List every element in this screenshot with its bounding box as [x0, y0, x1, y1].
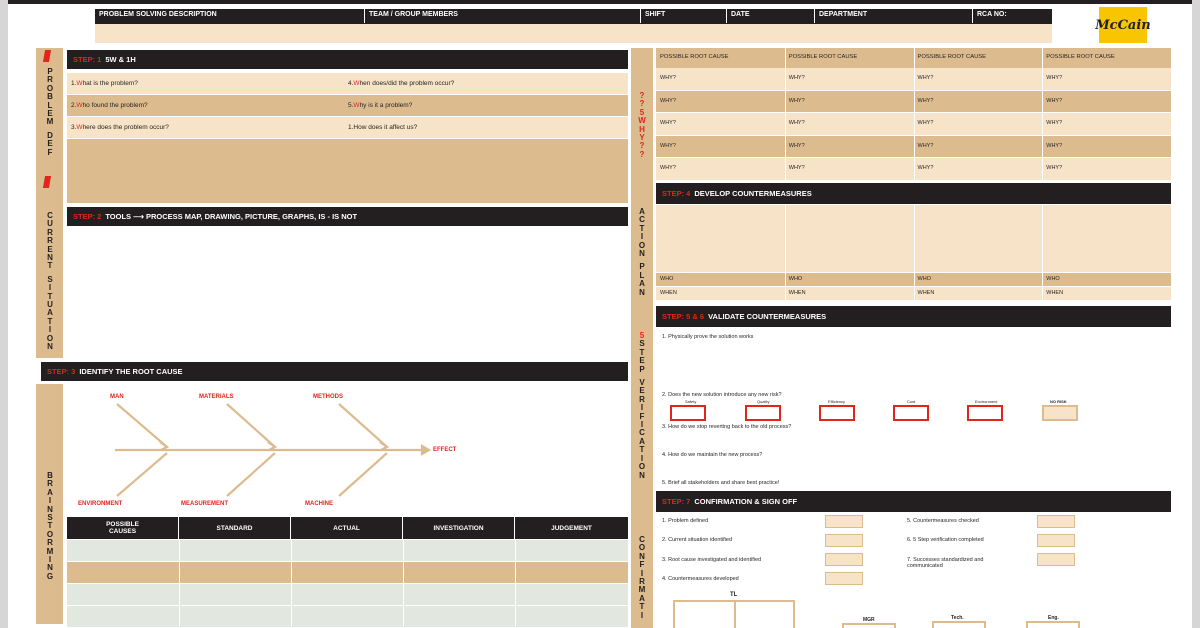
why-cell-label: WHY?	[660, 75, 676, 81]
risk-label-no-risk: NO RISK	[1050, 399, 1067, 404]
side-label-letter: I	[640, 568, 644, 578]
verify-item-2: 2. Does the new solution introduce any new risk?	[662, 392, 782, 398]
side-label-letter: A	[47, 308, 53, 318]
when-label: WHEN	[1046, 290, 1064, 296]
label-step-verification	[636, 332, 648, 480]
causes-table-row[interactable]	[67, 606, 628, 627]
why-cell-label: WHY?	[917, 97, 934, 104]
side-label-letter: I	[48, 555, 52, 565]
side-label-letter: 5	[639, 331, 645, 340]
label-current-situation	[44, 212, 56, 352]
why-col-divider	[1042, 48, 1043, 182]
side-label-letter: A	[639, 279, 645, 289]
side-label-letter: N	[47, 504, 53, 514]
step7-header	[656, 491, 1171, 512]
signoff-mgr-label: MGR	[863, 617, 875, 623]
side-label-letter: I	[640, 420, 644, 430]
why-cell-label: WHY?	[917, 75, 934, 81]
side-label-letter: T	[639, 347, 645, 357]
risk-checkbox-cost[interactable]	[893, 405, 929, 421]
step3-title: IDENTIFY THE ROOT CAUSE	[79, 367, 183, 376]
why-column-header: POSSIBLE ROOT CAUSE	[917, 54, 987, 60]
logo-text: McCain	[1095, 17, 1151, 33]
question-how: 1. How does it affect us?	[348, 124, 418, 131]
why-column-header: POSSIBLE ROOT CAUSE	[788, 54, 858, 60]
when-label: WHEN	[660, 290, 677, 296]
side-label-letter: R	[47, 227, 53, 237]
confirm-item-5: 5. Countermeasures checked	[907, 518, 979, 524]
verify-item-1: 1. Physically prove the solution works	[662, 334, 754, 340]
confirm-item-7: 7. Successes standardized and communicated	[907, 557, 984, 569]
side-label-letter: S	[47, 513, 53, 523]
side-label-letter: N	[47, 563, 53, 573]
causes-table-row[interactable]	[67, 562, 628, 583]
countermeasures-grid	[656, 205, 1171, 301]
why-cell-label: WHY?	[917, 120, 934, 126]
risk-label-cost: Cost	[907, 399, 916, 404]
step4-header	[656, 183, 1171, 204]
col-possible-causes: POSSIBLE CAUSES	[67, 517, 179, 539]
side-label-letter: F	[639, 411, 645, 421]
risk-label-quality: Quality	[757, 399, 770, 404]
step2-header	[67, 207, 628, 226]
label-brainstorming	[44, 472, 56, 581]
side-label-letter: G	[46, 571, 54, 581]
fishbone-measurement: MEASUREMENT	[181, 501, 229, 507]
side-label-letter: S	[47, 274, 53, 284]
side-label-letter: V	[639, 378, 645, 388]
fishbone-diagram	[67, 384, 628, 514]
step56-title: VALIDATE COUNTERMEASURES	[708, 312, 827, 321]
side-label-letter: ?	[639, 91, 645, 100]
col-standard: STANDARD	[179, 517, 291, 539]
why-col-divider	[914, 48, 915, 182]
side-label-letter: T	[47, 521, 53, 531]
signoff-eng-box[interactable]	[1026, 621, 1080, 628]
side-label-letter: T	[47, 316, 53, 326]
risk-label-environment: Environment	[975, 399, 998, 404]
causes-table-header	[67, 517, 628, 539]
question-when: 4. W hen does/did the problem occur?	[348, 80, 455, 87]
side-label-letter: O	[638, 543, 646, 553]
side-label-letter: P	[639, 262, 645, 272]
step3-header	[41, 362, 628, 381]
causes-table-body[interactable]	[67, 540, 628, 628]
side-label-letter: T	[639, 602, 645, 612]
risk-checkbox-safety[interactable]	[670, 405, 706, 421]
side-label-letter: ?	[639, 149, 645, 159]
when-label: WHEN	[788, 290, 806, 296]
side-label-letter: C	[639, 535, 645, 544]
confirm-item-2: 2. Current situation identified	[662, 537, 733, 543]
col-investigation: INVESTIGATION	[403, 517, 515, 539]
step2-title: TOOLS ⟶ PROCESS MAP, DRAWING, PICTURE, GRAPHS, IS - IS NOT	[105, 212, 358, 221]
confirm-item-6: 6. 5 Step verification completed	[907, 537, 984, 543]
confirm-checkbox-5[interactable]	[1037, 515, 1075, 528]
header-input-row[interactable]	[95, 24, 1052, 43]
side-label-letter: A	[639, 593, 645, 603]
label-confirmation	[636, 536, 648, 620]
step2-number: STEP: 2	[73, 212, 102, 221]
why-cell-label: WHY?	[1046, 142, 1063, 149]
side-label-letter: I	[640, 453, 644, 463]
why-cell-label: WHY?	[660, 97, 676, 104]
side-label-letter: U	[47, 300, 53, 310]
why-cell-label: WHY?	[660, 120, 676, 126]
step1-header	[67, 50, 628, 69]
top-edge	[8, 0, 1192, 4]
label-action-plan	[636, 208, 648, 297]
side-label-letter: L	[639, 270, 645, 280]
side-label-letter: R	[47, 538, 53, 548]
why-cell-label: WHY?	[788, 142, 805, 149]
side-label-letter: R	[47, 479, 53, 489]
label-problem-def	[44, 68, 56, 157]
side-label-letter: I	[48, 325, 52, 335]
question-why: 5. W hy is it a problem?	[348, 102, 413, 109]
cm-col-divider	[1042, 205, 1043, 301]
signoff-mgr-box[interactable]	[842, 623, 896, 628]
side-label-letter: H	[639, 124, 645, 134]
risk-checkbox-environment[interactable]	[967, 405, 1003, 421]
side-label-letter: N	[639, 551, 645, 561]
why-col-divider	[785, 48, 786, 182]
why-cell-label: WHY?	[788, 97, 805, 104]
side-label-letter: P	[639, 364, 645, 374]
side-label-letter: E	[639, 356, 645, 366]
side-label-letter: E	[47, 139, 53, 149]
who-label: WHO	[917, 276, 931, 282]
side-label-letter: I	[48, 283, 52, 293]
causes-table-row[interactable]	[67, 584, 628, 605]
side-label-letter: S	[639, 339, 645, 349]
fishbone-effect: EFFECT	[433, 447, 457, 453]
side-label-letter: R	[639, 394, 645, 404]
why-cell-label: WHY?	[1046, 165, 1063, 171]
mccain-logo	[1095, 7, 1151, 43]
confirm-checkbox-7[interactable]	[1037, 553, 1075, 566]
step1-title: 5W & 1H	[105, 55, 136, 64]
risk-checkbox-efficiency[interactable]	[819, 405, 855, 421]
side-label-letter: T	[47, 261, 53, 271]
side-label-letter: D	[47, 130, 53, 140]
verify-item-5: 5. Brief all stakeholders and share best practice!	[662, 480, 780, 486]
verify-item-4: 4. How do we maintain the new process?	[662, 452, 763, 458]
side-label-letter: T	[639, 223, 645, 233]
confirm-checkbox-4[interactable]	[825, 572, 863, 585]
side-label-letter: M	[638, 585, 646, 595]
risk-checkbox-no-risk[interactable]	[1042, 405, 1078, 421]
five-why-grid	[656, 48, 1171, 182]
confirm-checkbox-2[interactable]	[825, 534, 863, 547]
side-label-letter: A	[639, 436, 645, 446]
question-who: 2. W ho found the problem?	[71, 102, 148, 109]
side-label-letter: E	[639, 386, 645, 396]
side-label-letter: L	[47, 100, 53, 110]
side-label-letter: 5	[639, 107, 645, 117]
confirm-checkbox-3[interactable]	[825, 553, 863, 566]
fishbone-materials: MATERIALS	[199, 394, 234, 400]
question-what: 1. W hat is the problem?	[71, 80, 138, 87]
side-label-letter: C	[639, 215, 645, 225]
side-label-letter: N	[639, 287, 645, 297]
col-actual: ACTUAL	[291, 517, 403, 539]
cm-col-divider	[785, 205, 786, 301]
step56-header	[656, 306, 1171, 327]
side-label-letter: C	[47, 211, 53, 220]
cm-col-divider	[914, 205, 915, 301]
fishbone-environment: ENVIRONMENT	[78, 501, 123, 507]
side-label-letter: U	[47, 219, 53, 229]
signoff-tech-label: Tech.	[951, 615, 964, 621]
why-cell-label: WHY?	[917, 165, 934, 171]
side-label-letter: F	[47, 147, 53, 157]
step4-title: DEVELOP COUNTERMEASURES	[694, 189, 812, 198]
confirm-item-3: 3. Root cause investigated and identified	[662, 557, 762, 563]
why-cell-label: WHY?	[660, 165, 676, 171]
side-label-letter: O	[46, 83, 54, 93]
why-cell-label: WHY?	[1046, 97, 1063, 104]
header-team-members: TEAM / GROUP MEMBERS	[365, 9, 641, 23]
side-label-letter: O	[46, 333, 54, 343]
side-label-letter: R	[47, 75, 53, 85]
why-column-header: POSSIBLE ROOT CAUSE	[1046, 54, 1115, 60]
header-bar	[95, 9, 1052, 24]
side-label-letter: B	[47, 471, 53, 480]
who-label: WHO	[660, 276, 674, 282]
side-label-letter: O	[46, 529, 54, 539]
signoff-tech-box[interactable]	[932, 621, 986, 628]
causes-col-divider	[515, 540, 516, 628]
step7-title: CONFIRMATION & SIGN OFF	[694, 497, 798, 506]
side-label-letter: N	[639, 470, 645, 480]
side-label-letter: O	[638, 240, 646, 250]
confirm-item-1: 1. Problem defined	[662, 518, 709, 524]
side-label-letter: E	[47, 244, 53, 254]
label-five-why	[636, 92, 648, 159]
header-shift: SHIFT	[641, 9, 727, 23]
side-label-letter: W	[638, 116, 646, 126]
signoff-tl-box[interactable]	[673, 600, 795, 628]
step56-number: STEP: 5 & 6	[662, 312, 705, 321]
causes-table-row[interactable]	[67, 540, 628, 561]
fishbone-man: MAN	[110, 394, 124, 400]
side-label-letter: A	[47, 487, 53, 497]
side-label-letter: A	[639, 207, 645, 216]
side-label-letter: N	[47, 342, 53, 352]
step2-drawing-area[interactable]	[67, 226, 628, 358]
side-label-letter: M	[46, 117, 54, 127]
col-judgement: JUDGEMENT	[551, 524, 592, 532]
header-problem-description: PROBLEM SOLVING DESCRIPTION	[95, 9, 365, 23]
side-label-letter: T	[47, 291, 53, 301]
fishbone-methods: METHODS	[313, 394, 343, 400]
why-column-header: POSSIBLE ROOT CAUSE	[660, 54, 729, 60]
side-label-letter: C	[639, 428, 645, 438]
risk-checkbox-quality[interactable]	[745, 405, 781, 421]
who-label: WHO	[788, 276, 803, 282]
signoff-eng-label: Eng.	[1048, 615, 1059, 621]
side-label-letter: I	[640, 610, 644, 620]
why-cell-label: WHY?	[1046, 120, 1063, 126]
step3-number: STEP: 3	[47, 367, 76, 376]
why-cell-label: WHY?	[1046, 75, 1063, 81]
side-label-letter: R	[639, 577, 645, 587]
side-label-letter: N	[639, 249, 645, 259]
side-label-letter: Y	[639, 133, 645, 143]
step1-notes-area[interactable]	[67, 139, 628, 203]
side-label-letter: B	[47, 92, 53, 102]
side-label-letter: F	[639, 560, 645, 570]
who-label: WHO	[1046, 276, 1060, 282]
confirm-item-4: 4. Countermeasures developed	[662, 576, 739, 582]
why-cell-label: WHY?	[788, 120, 805, 126]
header-department: DEPARTMENT	[815, 9, 973, 23]
side-label-letter: N	[47, 253, 53, 263]
step7-number: STEP: 7	[662, 497, 691, 506]
confirm-checkbox-6[interactable]	[1037, 534, 1075, 547]
side-label-letter: M	[46, 546, 54, 556]
why-cell-label: WHY?	[660, 142, 676, 149]
signoff-tl-label: TL	[730, 592, 738, 598]
side-label-letter: I	[640, 403, 644, 413]
side-label-letter: I	[640, 232, 644, 242]
step1-number: STEP: 1	[73, 55, 102, 64]
when-label: WHEN	[917, 290, 935, 296]
side-label-letter: P	[47, 67, 53, 76]
header-rca-no: RCA NO:	[977, 11, 1007, 18]
risk-label-safety: Safety	[685, 399, 697, 404]
confirm-checkbox-1[interactable]	[825, 515, 863, 528]
why-cell-label: WHY?	[788, 75, 805, 81]
header-date: DATE	[727, 9, 815, 23]
side-label-letter: I	[48, 496, 52, 506]
risk-label-efficiency: Efficiency	[828, 399, 846, 404]
side-label-letter: ?	[639, 141, 645, 151]
question-where: 3. W here does the problem occur?	[71, 124, 169, 131]
causes-col-divider	[403, 540, 404, 628]
step4-number: STEP: 4	[662, 189, 691, 198]
verify-item-3: 3. How do we stop reverting back to the old process?	[662, 424, 792, 430]
side-label-letter: T	[639, 445, 645, 455]
causes-col-divider	[291, 540, 292, 628]
side-label-letter: O	[638, 462, 646, 472]
fishbone-machine: MACHINE	[305, 501, 333, 507]
why-cell-label: WHY?	[788, 165, 805, 171]
why-cell-label: WHY?	[917, 142, 934, 149]
side-label-letter: ?	[639, 99, 645, 109]
side-label-letter: E	[47, 109, 53, 119]
side-label-letter: R	[47, 236, 53, 246]
causes-col-divider	[179, 540, 180, 628]
